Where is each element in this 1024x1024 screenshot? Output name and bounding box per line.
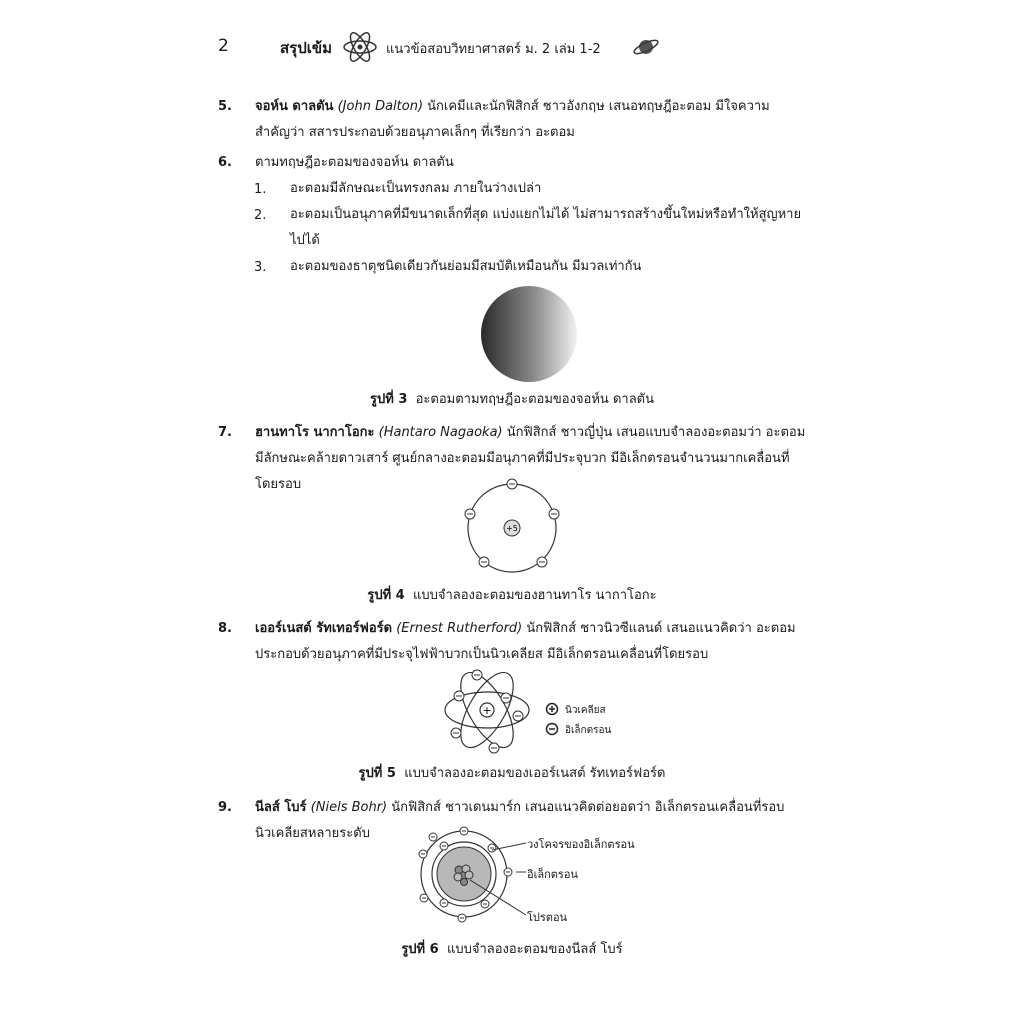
item-8-text	[255, 616, 815, 668]
item-9-number: 9.	[218, 800, 232, 815]
fig6-orbit-label: วงโคจรของอิเล็กตรอน	[527, 838, 635, 851]
fig4-nucleus-label: +5	[506, 524, 518, 533]
fig5-label: รูปที่ 5	[358, 766, 396, 781]
item-9-line2: นิวเคลียสหลายระดับ	[255, 826, 370, 841]
item-6-sub3-number: 3.	[254, 260, 267, 275]
fig5-caption-text: แบบจำลองอะตอมของเออร์เนสต์ รัทเทอร์ฟอร์ด	[404, 766, 666, 781]
item-6-sub1-number: 1.	[254, 182, 267, 197]
item-6-sub2-number: 2.	[254, 208, 267, 223]
page-number: 2	[218, 36, 229, 56]
fig6-proton-label: โปรตอน	[527, 911, 568, 924]
item-7-line3: โดยรอบ	[255, 477, 302, 492]
item-6-sub2-line2: ไปได้	[290, 233, 320, 248]
item-6-sub1-text: อะตอมมีลักษณะเป็นทรงกลม ภายในว่างเปล่า	[290, 181, 542, 196]
item-7-number: 7.	[218, 425, 232, 440]
fig3-label: รูปที่ 3	[369, 392, 408, 407]
item-9-name-en: (Niels Bohr)	[310, 800, 388, 815]
planet-icon	[632, 36, 660, 58]
item-5-line1: นักเคมีและนักฟิสิกส์ ชาวอังกฤษ เสนอทฤษฎีอะตอม มีใจความ	[423, 99, 770, 114]
item-6-number: 6.	[218, 155, 232, 170]
legend-nucleus-label: นิวเคลียส	[565, 705, 606, 716]
item-8-line2: ประกอบด้วยอนุภาคที่มีประจุไฟฟ้าบวกเป็นนิวเคลียส มีอิเล็กตรอนเคลื่อนที่โดยรอบ	[255, 647, 709, 662]
legend-nucleus-icon	[545, 702, 559, 716]
item-5-line2: สำคัญว่า สสารประกอบด้วยอนุภาคเล็กๆ ที่เรียกว่า อะตอม	[255, 125, 575, 140]
item-8-name-en: (Ernest Rutherford)	[396, 621, 523, 636]
atom-icon	[342, 30, 378, 64]
item-7-name: ฮานทาโร นากาโอกะ	[255, 425, 375, 440]
fig3-caption	[312, 388, 712, 409]
item-9-line1: นักฟิสิกส์ ชาวเดนมาร์ก เสนอแนวคิดต่อยอดว่า อิเล็กตรอนเคลื่อนที่รอบ	[387, 800, 785, 815]
item-5-name: จอห์น ดาลตัน	[255, 99, 334, 114]
fig5-nucleus-symbol: +	[482, 704, 492, 717]
fig6-electron-label: อิเล็กตรอน	[527, 868, 578, 881]
item-5-text	[255, 94, 815, 146]
item-6-text: ตามทฤษฎีอะตอมของจอห์น ดาลตัน	[255, 155, 454, 170]
fig5-caption	[312, 762, 712, 783]
item-5-number: 5.	[218, 99, 232, 114]
header-subtitle: แนวข้อสอบวิทยาศาสตร์ ม. 2 เล่ม 1-2	[386, 42, 601, 57]
item-9-name: นีลส์ โบร์	[255, 800, 307, 815]
fig6-label: รูปที่ 6	[401, 942, 439, 957]
item-8-name: เออร์เนสต์ รัทเทอร์ฟอร์ด	[255, 621, 393, 636]
fig6-caption	[312, 938, 712, 959]
item-8-number: 8.	[218, 621, 232, 636]
fig4-caption	[312, 584, 712, 605]
item-6-sub3-text: อะตอมของธาตุชนิดเดียวกันย่อมมีสมบัติเหมือนกัน มีมวลเท่ากัน	[290, 259, 642, 274]
item-8-line1: นักฟิสิกส์ ชาวนิวซีแลนด์ เสนอแนวคิดว่า อะตอม	[522, 621, 796, 636]
legend-electron-icon	[545, 722, 559, 736]
item-7-line2: มีลักษณะคล้ายดาวเสาร์ ศูนย์กลางอะตอมมีอนุภาคที่มีประจุบวก มีอิเล็กตรอนจำนวนมากเคลื่อนที่	[255, 451, 790, 466]
fig6-leader-lines	[470, 835, 530, 925]
nagaoka-model-figure	[460, 476, 564, 580]
dalton-sphere-figure	[478, 284, 580, 384]
item-6-sub2-line1: อะตอมเป็นอนุภาคที่มีขนาดเล็กที่สุด แบ่งแยกไม่ได้ ไม่สามารถสร้างขึ้นใหม่หรือทำให้สูญหาย	[290, 207, 802, 222]
item-7-line1: นักฟิสิกส์ ชาวญี่ปุ่น เสนอแบบจำลองอะตอมว่า อะตอม	[502, 425, 806, 440]
item-5-name-en: (John Dalton)	[337, 99, 424, 114]
legend-electron-label: อิเล็กตรอน	[565, 725, 612, 736]
fig3-caption-text: อะตอมตามทฤษฎีอะตอมของจอห์น ดาลตัน	[415, 392, 654, 407]
fig4-label: รูปที่ 4	[367, 588, 405, 603]
item-7-name-en: (Hantaro Nagaoka)	[378, 425, 503, 440]
header-title: สรุปเข้ม	[280, 39, 333, 57]
fig4-caption-text: แบบจำลองอะตอมของฮานทาโร นากาโอกะ	[412, 588, 657, 603]
item-6-sub2-text	[290, 202, 820, 254]
rutherford-model-figure	[442, 666, 532, 754]
fig6-caption-text: แบบจำลองอะตอมของนีลส์ โบร์	[446, 942, 623, 957]
